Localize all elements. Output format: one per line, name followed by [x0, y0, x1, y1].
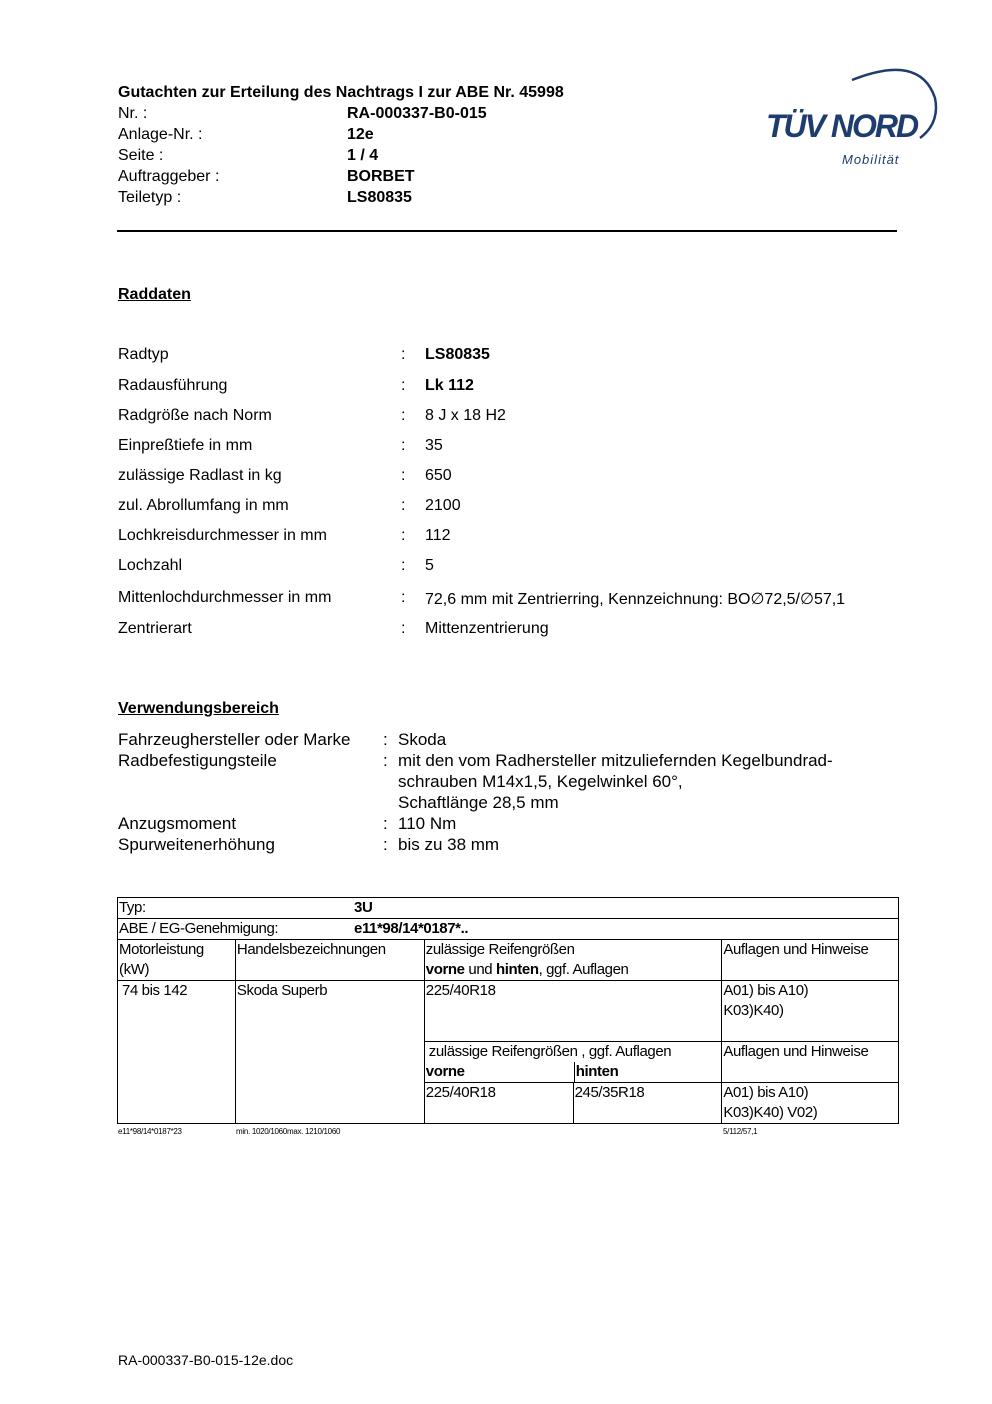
row-key: Fahrzeughersteller oder Marke [118, 730, 351, 749]
notes1-line2: K03)K40) [723, 1002, 784, 1019]
front-label: vorne [425, 1062, 575, 1082]
raddaten-heading: Raddaten [118, 286, 191, 303]
cell-name: Skoda Superb [235, 981, 424, 1124]
row-value: LS80835 [425, 346, 490, 363]
row-key: zulässige Radlast in kg [118, 467, 282, 484]
row-key: Spurweitenerhöhung [118, 835, 275, 854]
footer-filename: RA-000337-B0-015-12e.doc [118, 1352, 294, 1368]
row-key: Zentrierart [118, 620, 192, 637]
document-title: Gutachten zur Erteilung des Nachtrags I zur ABE Nr. 45998 [118, 84, 564, 101]
row-value: 8 J x 18 H2 [425, 407, 506, 424]
tuev-nord-logo [760, 58, 945, 173]
col-notes-header: Auflagen und Hinweise [722, 940, 899, 981]
header-label-seite: Seite : [118, 147, 164, 164]
header-value-auftraggeber: BORBET [347, 168, 415, 185]
logo-brand: TÜV NORD [766, 108, 918, 144]
verwendung-heading: Verwendungsbereich [118, 700, 279, 717]
row-key: Radgröße nach Norm [118, 407, 272, 424]
row-key: Einpreßtiefe in mm [118, 437, 253, 454]
small-note-mid: min. 1020/1060max. 1210/1060 [236, 1127, 341, 1136]
typ-value: 3U [354, 899, 373, 916]
notes2-line2: K03)K40) V02) [723, 1104, 818, 1121]
row-value: 110 Nm [398, 814, 457, 833]
row-value: mit den vom Radhersteller mitzuliefernden Kegelbundrad- [398, 751, 833, 770]
header-label-teiletyp: Teiletyp : [118, 189, 182, 206]
table-row-abe [118, 919, 899, 940]
tires-header-und: und [464, 961, 496, 978]
header-value-teiletyp: LS80835 [347, 189, 412, 206]
logo-sub: Mobilität [842, 152, 900, 167]
cell-notes-label2: Auflagen und Hinweise [722, 1042, 899, 1083]
table-header-row [118, 940, 899, 981]
row-value: 650 [425, 467, 452, 484]
vehicle-table [117, 897, 899, 1124]
header-value-anlage: 12e [347, 126, 374, 143]
header-divider [117, 230, 897, 232]
tires-header-vorne: vorne [425, 961, 465, 978]
typ-label: Typ: [119, 899, 146, 916]
row-value: Schaftlänge 28,5 mm [398, 793, 559, 812]
row-key: Radbefestigungsteile [118, 751, 277, 770]
col-power-header: Motorleistung (kW) [118, 940, 236, 981]
row-value: 2100 [425, 497, 461, 514]
cell-notes1 [722, 981, 899, 1042]
notes2-line1: A01) bis A10) [723, 1084, 809, 1101]
table-row [118, 981, 899, 1042]
row-key: Mittenlochdurchmesser in mm [118, 589, 332, 606]
tires-header-auflagen: , ggf. Auflagen [538, 961, 629, 978]
row-key: Lochzahl [118, 557, 183, 574]
row-value: schrauben M14x1,5, Kegelwinkel 60°, [398, 772, 683, 791]
header-value-nr: RA-000337-B0-015 [347, 105, 487, 122]
mixed-label: zulässige Reifengrößen , ggf. Auflagen [428, 1043, 672, 1060]
abe-value: e11*98/14*0187*.. [354, 920, 469, 937]
abe-label: ABE / EG-Genehmigung: [119, 920, 279, 937]
row-key: Radausführung [118, 377, 228, 394]
row-value: Mittenzentrierung [425, 620, 549, 637]
row-key: zul. Abrollumfang in mm [118, 497, 289, 514]
cell-rear-tire: 245/35R18 [573, 1083, 722, 1124]
notes1-line1: A01) bis A10) [723, 982, 809, 999]
small-note-left: e11*98/14*0187*23 [118, 1127, 182, 1136]
col-tires-header [424, 940, 722, 981]
row-key: Radtyp [118, 346, 169, 363]
table-row-typ [118, 898, 899, 919]
tires-header-label: zulässige Reifengrößen [425, 941, 575, 958]
cell-mixed-header [424, 1042, 722, 1083]
header-value-seite: 1 / 4 [347, 147, 379, 164]
cell-front-tire: 225/40R18 [424, 1083, 573, 1124]
header-label-auftraggeber: Auftraggeber : [118, 168, 220, 185]
small-note-right: 5/112/57,1 [723, 1127, 758, 1136]
rear-label: hinten [575, 1063, 619, 1080]
header-label-nr: Nr. : [118, 105, 148, 122]
row-value: 112 [425, 527, 451, 544]
cell-notes2 [722, 1083, 899, 1124]
cell-power: 74 bis 142 [118, 981, 236, 1124]
col-names-header: Handelsbezeichnungen [235, 940, 424, 981]
cell-tire-both: 225/40R18 [424, 981, 722, 1042]
row-value: 72,6 mm mit Zentrierring, Kennzeichnung: BO∅72,5/∅57,1 [425, 591, 846, 608]
row-value: Skoda [398, 730, 447, 749]
header-label-anlage: Anlage-Nr. : [118, 126, 203, 143]
row-value: bis zu 38 mm [398, 835, 500, 854]
row-value: 35 [425, 437, 443, 454]
row-key: Lochkreisdurchmesser in mm [118, 527, 327, 544]
row-value: Lk 112 [425, 377, 474, 394]
tires-header-hinten: hinten [495, 961, 539, 978]
row-key: Anzugsmoment [118, 814, 237, 833]
row-value: 5 [425, 557, 434, 574]
